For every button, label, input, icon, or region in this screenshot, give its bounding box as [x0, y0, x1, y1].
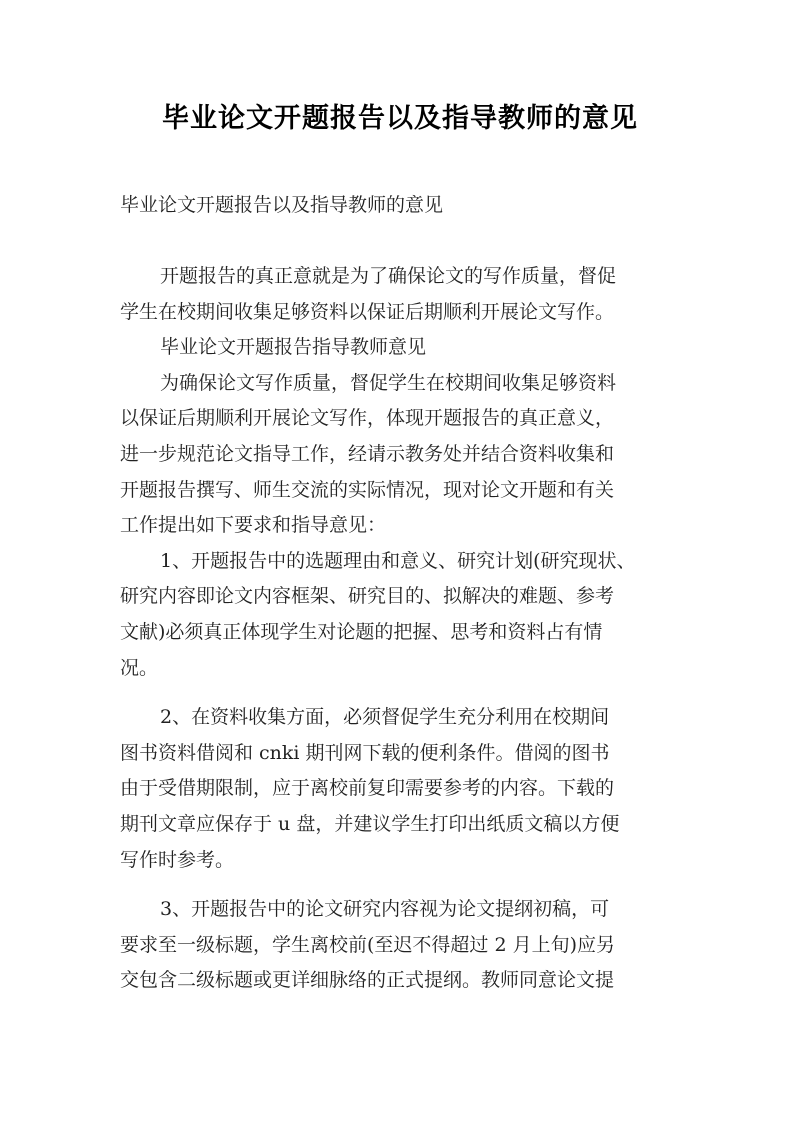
document-body: [120, 259, 682, 999]
paragraph-gap: [120, 878, 682, 892]
list-item-2-line: 图书资料借阅和 cnki 期刊网下载的便利条件。借阅的图书: [120, 741, 610, 764]
list-item-2-line: 由于受借期限制，应于离校前复印需要参考的内容。下载的: [120, 777, 615, 800]
list-item-1-line: 研究内容即论文内容框架、研究目的、拟解决的难题、参考: [120, 585, 615, 608]
list-item-2-line: 写作时参考。: [120, 848, 235, 871]
paragraph-line: 开题报告的真正意就是为了确保论文的写作质量，督促: [160, 265, 617, 287]
list-item-3-line: 3、开题报告中的论文研究内容视为论文提纲初稿，可: [160, 898, 610, 921]
section-heading: 毕业论文开题报告指导教师意见: [160, 336, 427, 359]
paragraph-line: 工作提出如下要求和指导意见：: [120, 514, 387, 537]
paragraph-line: 学生在校期间收集足够资料以保证后期顺利开展论文写作。: [120, 300, 615, 323]
list-item-2-line: 期刊文章应保存于 u 盘，并建议学生打印出纸质文稿以方便: [120, 812, 620, 835]
paragraph-line: 为确保论文写作质量，督促学生在校期间收集足够资料: [160, 371, 617, 394]
paragraph-line: 开题报告撰写、师生交流的实际情况，现对论文开题和有关: [120, 478, 615, 501]
paragraph-line: 以保证后期顺利开展论文写作，体现开题报告的真正意义，: [120, 407, 615, 430]
document-subtitle: 毕业论文开题报告以及指导教师的意见: [120, 194, 444, 216]
document-title: 毕业论文开题报告以及指导教师的意见: [162, 103, 638, 134]
list-item-3-line: 交包含二级标题或更详细脉络的正式提纲。教师同意论文提: [120, 969, 615, 992]
list-item-2-line: 2、在资料收集方面，必须督促学生充分利用在校期间: [160, 706, 610, 729]
paragraph-line: 进一步规范论文指导工作，经请示教务处并结合资料收集和: [120, 442, 615, 465]
list-item-1-line: 文献)必须真正体现学生对论题的把握、思考和资料占有情: [120, 620, 603, 643]
list-item-1-line: 1、开题报告中的选题理由和意义、研究计划(研究现状、: [160, 549, 636, 572]
paragraph-gap: [120, 686, 682, 700]
list-item-1-line: 况。: [120, 656, 159, 679]
list-item-3-line: 要求至一级标题，学生离校前(至迟不得超过 2 月上旬)应另: [120, 933, 615, 956]
